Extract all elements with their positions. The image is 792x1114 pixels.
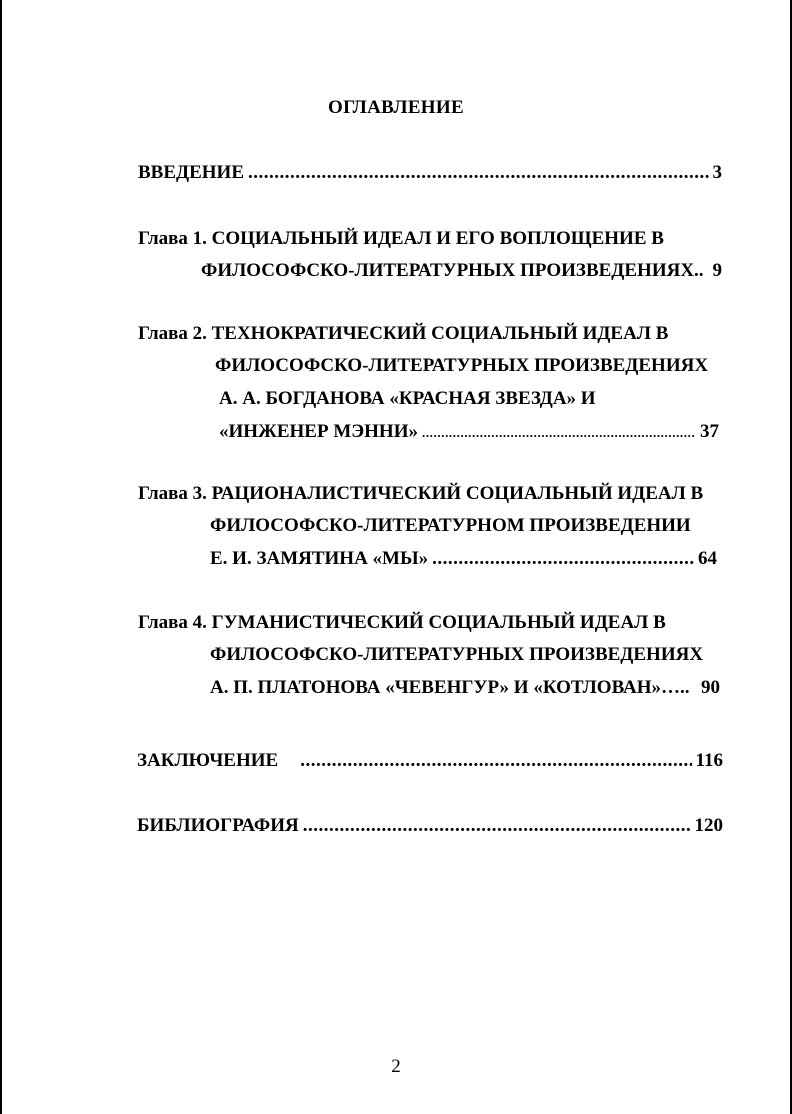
toc-entry-label: «ИНЖЕНЕР МЭННИ» <box>219 421 418 442</box>
toc-entry-label: А. П. ПЛАТОНОВА «ЧЕВЕНГУР» И «КОТЛОВАН»….. <box>210 677 690 698</box>
toc-entry-bibliography[interactable] <box>137 815 723 837</box>
toc-chapter3-line2: ФИЛОСОФСКО-ЛИТЕРАТУРНОМ ПРОИЗВЕДЕНИИ <box>210 515 691 536</box>
toc-leader-dots <box>248 162 709 184</box>
toc-entry-label: Е. И. ЗАМЯТИНА «МЫ» <box>210 548 429 569</box>
toc-entry-label: БИБЛИОГРАФИЯ <box>137 815 299 836</box>
toc-entry-label: ЗАКЛЮЧЕНИЕ <box>137 750 279 771</box>
toc-chapter3-line3 <box>210 548 717 570</box>
toc-leader-dots <box>432 548 694 570</box>
toc-leader-dots <box>422 421 696 444</box>
toc-entry-page: 9 <box>712 260 722 281</box>
toc-chapter2-line3: А. А. БОГДАНОВА «КРАСНАЯ ЗВЕЗДА» И <box>219 388 596 409</box>
toc-chapter4-line1[interactable]: Глава 4. ГУМАНИСТИЧЕСКИЙ СОЦИАЛЬНЫЙ ИДЕАЛ В <box>138 612 666 633</box>
toc-entry-label: ВВЕДЕНИЕ <box>138 162 244 183</box>
toc-chapter2-line2: ФИЛОСОФСКО-ЛИТЕРАТУРНЫХ ПРОИЗВЕДЕНИЯХ <box>215 355 709 376</box>
toc-entry-page: 3 <box>712 162 722 183</box>
toc-entry-page: 90 <box>701 677 720 698</box>
toc-leader-dots <box>303 815 691 837</box>
toc-chapter3-line1[interactable]: Глава 3. РАЦИОНАЛИСТИЧЕСКИЙ СОЦИАЛЬНЫЙ ИДЕАЛ В <box>138 483 704 504</box>
toc-entry-page: 120 <box>694 815 723 836</box>
toc-chapter1-line1[interactable]: Глава 1. СОЦИАЛЬНЫЙ ИДЕАЛ И ЕГО ВОПЛОЩЕНИЕ В <box>138 228 664 249</box>
toc-entry-page: 116 <box>695 750 723 771</box>
toc-entry-label: ФИЛОСОФСКО-ЛИТЕРАТУРНЫХ ПРОИЗВЕДЕНИЯХ.. <box>201 260 704 281</box>
toc-leader-dots <box>300 750 691 772</box>
toc-chapter2-line4 <box>219 421 719 444</box>
toc-entry-intro[interactable] <box>138 162 722 184</box>
toc-chapter4-line3 <box>210 677 720 699</box>
page-title: ОГЛАВЛЕНИЕ <box>328 97 464 118</box>
toc-entry-page: 64 <box>698 548 717 569</box>
toc-entry-conclusion[interactable] <box>137 750 723 772</box>
toc-chapter1-line2[interactable] <box>201 260 722 282</box>
toc-entry-page: 37 <box>700 421 719 442</box>
toc-chapter2-line1[interactable]: Глава 2. ТЕХНОКРАТИЧЕСКИЙ СОЦИАЛЬНЫЙ ИДЕАЛ В <box>138 323 669 344</box>
scan-edge-left <box>0 0 2 1114</box>
page-number: 2 <box>391 1056 401 1077</box>
toc-chapter4-line2: ФИЛОСОФСКО-ЛИТЕРАТУРНЫХ ПРОИЗВЕДЕНИЯХ <box>210 644 704 665</box>
